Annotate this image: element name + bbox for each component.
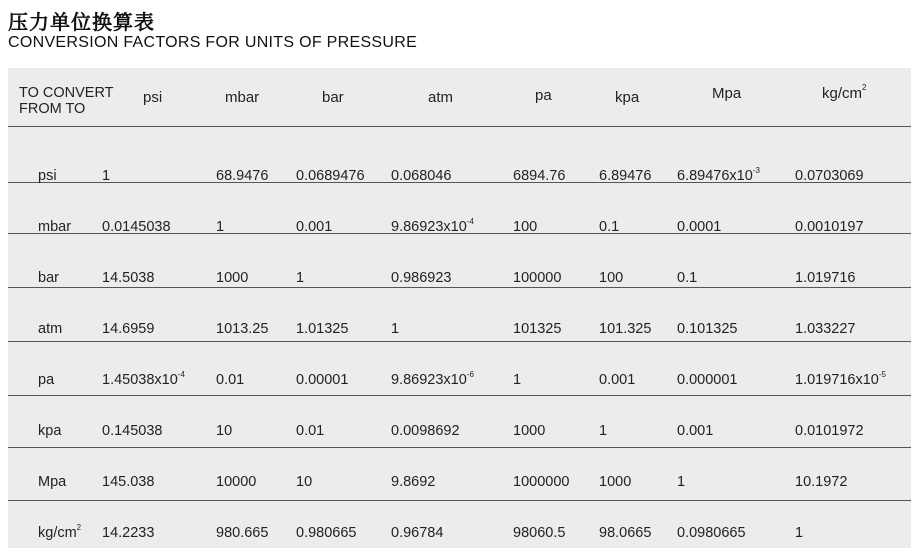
table-cell: 1	[677, 474, 686, 490]
table-cell: 14.6959	[102, 321, 155, 337]
row-divider	[8, 341, 911, 342]
table-cell: 9.8692	[391, 474, 436, 490]
table-cell: 0.001	[296, 219, 333, 235]
table-cell: 1.01325	[296, 321, 349, 337]
table-cell: 0.0703069	[795, 168, 864, 184]
corner-label	[19, 85, 114, 117]
table-cell: 1.033227	[795, 321, 856, 337]
table-cell: 100	[599, 270, 624, 286]
table-cell: 1000	[513, 423, 546, 439]
table-cell: 0.96784	[391, 525, 444, 541]
table-cell: 1000	[599, 474, 632, 490]
table-cell: 0.0145038	[102, 219, 171, 235]
table-cell: 0.0001	[677, 219, 722, 235]
table-cell: 0.0689476	[296, 168, 365, 184]
row-unit-label: atm	[38, 321, 63, 337]
table-cell: 1.019716	[795, 270, 856, 286]
page-title-english: CONVERSION FACTORS FOR UNITS OF PRESSURE	[8, 34, 418, 51]
table-cell: 1	[391, 321, 400, 337]
table-cell: 0.1	[599, 219, 620, 235]
column-header-atm: atm	[428, 89, 454, 106]
row-divider	[8, 500, 911, 501]
table-cell: 145.038	[102, 474, 155, 490]
table-cell: 0.000001	[677, 372, 738, 388]
table-cell: 0.986923	[391, 270, 452, 286]
table-cell: 1	[599, 423, 608, 439]
table-cell: 0.0101972	[795, 423, 864, 439]
table-header	[8, 68, 911, 127]
table-cell: 1	[513, 372, 522, 388]
table-cell: $1.45038x10^{-4}$	[102, 370, 185, 388]
row-unit-label: pa	[38, 372, 55, 388]
table-cell: 14.2233	[102, 525, 155, 541]
table-cell: 1	[102, 168, 111, 184]
column-header-psi: psi	[143, 89, 163, 106]
table-cell: 0.01	[296, 423, 325, 439]
table-cell: 10	[216, 423, 233, 439]
table-cell: 0.980665	[296, 525, 357, 541]
table-cell: 100	[513, 219, 538, 235]
row-unit-label: Mpa	[38, 474, 67, 490]
row-unit-label: mbar	[38, 219, 72, 235]
table-cell: 98060.5	[513, 525, 566, 541]
table-cell: 0.1	[677, 270, 698, 286]
table-cell: 10.1972	[795, 474, 848, 490]
table-cell: 1	[296, 270, 305, 286]
table-cell: 68.9476	[216, 168, 269, 184]
column-header-bar: bar	[322, 89, 344, 106]
table-cell: $1.019716x10^{-5}$	[795, 370, 886, 388]
table-cell: 101325	[513, 321, 562, 337]
row-unit-label: kpa	[38, 423, 62, 439]
row-unit-label: bar	[38, 270, 59, 286]
table-cell: 0.068046	[391, 168, 452, 184]
table-cell: 0.0980665	[677, 525, 746, 541]
table-cell: 98.0665	[599, 525, 652, 541]
row-unit-label: $kg/cm^2$	[38, 523, 82, 541]
table-cell: 0.145038	[102, 423, 163, 439]
row-divider	[8, 182, 911, 183]
table-cell: 1	[795, 525, 804, 541]
table-cell: 1	[216, 219, 225, 235]
column-header-mbar: mbar	[225, 89, 260, 106]
table-cell: 101.325	[599, 321, 652, 337]
table-cell: 6894.76	[513, 168, 566, 184]
corner-label-line1: TO CONVERT	[19, 85, 114, 101]
table-cell: 10	[296, 474, 313, 490]
table-cell: 0.001	[599, 372, 636, 388]
table-cell: $9.86923x10^{-6}$	[391, 370, 474, 388]
table-cell: 0.0010197	[795, 219, 864, 235]
table-cell: 14.5038	[102, 270, 155, 286]
table-cell: 1000000	[513, 474, 570, 490]
column-header-kpa: kpa	[615, 89, 640, 106]
corner-label-line2: FROM TO	[19, 101, 86, 117]
table-cell: 1000	[216, 270, 249, 286]
table-cell: 0.0098692	[391, 423, 460, 439]
table-cell: 0.00001	[296, 372, 349, 388]
page-title-chinese: 压力单位换算表	[8, 10, 155, 34]
row-unit-label: psi	[38, 168, 57, 184]
table-cell: $6.89476x10^{-3}$	[677, 166, 760, 184]
table-cell: 1013.25	[216, 321, 269, 337]
row-divider	[8, 395, 911, 396]
table-cell: 100000	[513, 270, 562, 286]
table-cell: 10000	[216, 474, 257, 490]
row-divider	[8, 447, 911, 448]
table-cell: 0.101325	[677, 321, 738, 337]
table-cell: 6.89476	[599, 168, 652, 184]
column-header-kgcm2: $kg/cm^2$	[822, 83, 867, 102]
table-cell: 0.01	[216, 372, 245, 388]
row-divider	[8, 287, 911, 288]
table-cell: $9.86923x10^{-4}$	[391, 217, 474, 235]
table-cell: 0.001	[677, 423, 714, 439]
column-header-pa: pa	[535, 87, 552, 104]
column-header-mpa: Mpa	[712, 85, 742, 102]
table-cell: 980.665	[216, 525, 269, 541]
conversion-table	[8, 68, 911, 548]
